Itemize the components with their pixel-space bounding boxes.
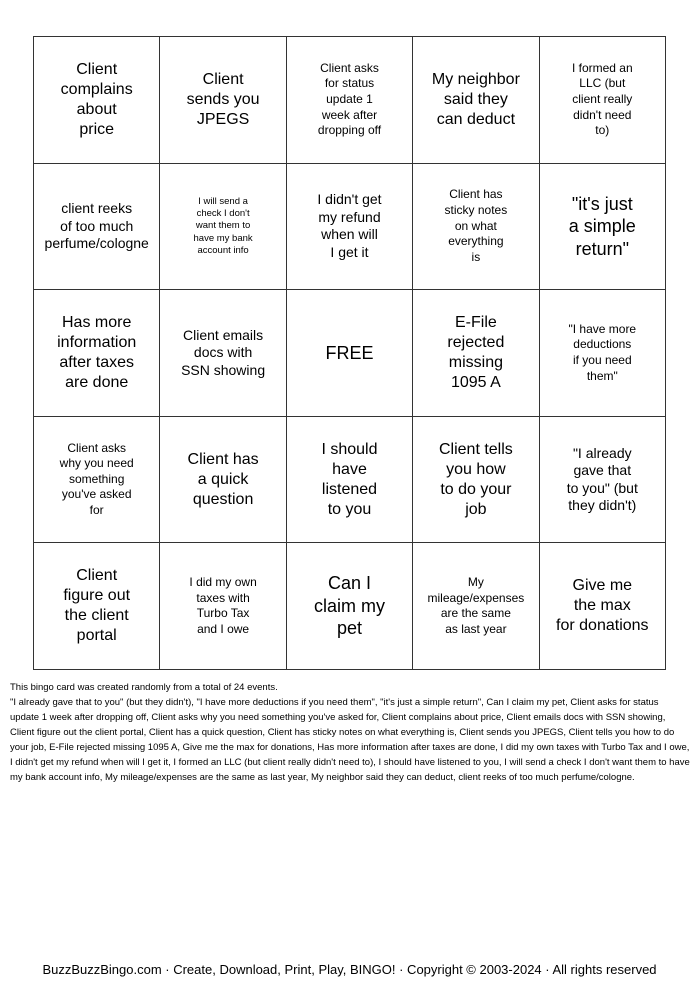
bingo-cell[interactable] <box>34 543 160 670</box>
bingo-cell[interactable] <box>160 37 286 164</box>
bingo-cell[interactable] <box>287 37 413 164</box>
bingo-cell[interactable] <box>540 164 666 291</box>
cell-text: Client emails docs with SSN showing <box>181 326 266 378</box>
cell-text: Client tells you how to do your job <box>438 440 513 518</box>
bingo-cell[interactable] <box>413 164 539 291</box>
cell-text: My neighbor said they can deduct <box>431 70 520 128</box>
cell-text: FREE <box>325 342 374 363</box>
bingo-cell[interactable] <box>160 290 286 417</box>
bingo-cell[interactable] <box>287 164 413 291</box>
cell-text: I didn't get my refund when will I get it <box>317 191 382 260</box>
bingo-cell[interactable] <box>160 543 286 670</box>
cell-text: Client complains about price <box>60 60 133 138</box>
cell-text: Client has sticky notes on what everything is <box>444 187 508 264</box>
cell-text: I formed an LLC (but client really didn't need to) <box>571 60 633 138</box>
bingo-cell[interactable] <box>413 543 539 670</box>
bingo-cell[interactable] <box>160 164 286 291</box>
cell-text: "I have more deductions if you need them" <box>568 321 637 383</box>
cell-text: I should have listened to you <box>321 440 378 518</box>
cell-text: Has more information after taxes are done <box>57 313 137 391</box>
cell-text: Can I claim my pet <box>313 573 385 639</box>
cell-text: Client sends you JPEGS <box>186 70 260 128</box>
cell-text: I will send a check I don't want them to have my bank account info <box>193 195 253 256</box>
bingo-cell[interactable] <box>413 290 539 417</box>
random-note: This bingo card was created randomly from a total of 24 events. <box>10 682 278 693</box>
bingo-cell[interactable] <box>413 417 539 544</box>
bingo-cell[interactable] <box>540 290 666 417</box>
event-list: "I already gave that to you" (but they didn't), "I have more deductions if you need them", "it's just a simple return", Can I claim my pet, Client asks for status update 1 week after dropping off, Client asks why you need something you've asked for, Client complains about price, Client emails docs with SSN showing, Client figure out the client portal, Client has a quick question, Client has sticky notes on what everything is, Client sends you JPEGS, Client tells you how to do your job, E-File rejected missing 1095 A, Give me the max for donations, Has more information after taxes are done, I did my own taxes with Turbo Tax and I owe, I didn't get my refund when will I get it, I formed an LLC (but client really didn't need to), I should have listened to you, I will send a check I don't want them to have my bank account info, My mileage/expenses are the same as last year, My neighbor said they can deduct, client reeks of too much perfume/cologne. <box>10 697 690 783</box>
cell-text: "I already gave that to you" (but they didn't) <box>566 444 638 514</box>
bingo-cell[interactable] <box>34 417 160 544</box>
card-footer <box>10 680 690 785</box>
cell-text: Client asks for status update 1 week after dropping off <box>317 60 382 138</box>
cell-text: "it's just a simple return" <box>568 193 636 259</box>
bingo-cell[interactable] <box>540 37 666 164</box>
cell-text: My mileage/expenses are the same as last year <box>427 575 525 636</box>
cell-text: Client asks why you need something you've asked for <box>59 440 134 517</box>
cell-text: client reeks of too much perfume/cologne <box>44 200 149 252</box>
bingo-card <box>33 36 666 670</box>
cell-text: Client has a quick question <box>187 450 259 508</box>
bingo-cell[interactable] <box>287 417 413 544</box>
bingo-cell[interactable] <box>540 417 666 544</box>
cell-text: I did my own taxes with Turbo Tax and I owe <box>189 575 257 636</box>
cell-text: Client figure out the client portal <box>63 567 131 645</box>
copyright-line: BuzzBuzzBingo.com · Create, Download, Print, Play, BINGO! · Copyright © 2003-2024 · All rights reserved <box>42 962 657 977</box>
bingo-cell[interactable] <box>287 543 413 670</box>
bingo-cell[interactable] <box>413 37 539 164</box>
free-space[interactable] <box>287 290 413 417</box>
cell-text: Give me the max for donations <box>556 577 649 635</box>
bingo-cell[interactable] <box>160 417 286 544</box>
bingo-cell[interactable] <box>34 290 160 417</box>
bingo-cell[interactable] <box>540 543 666 670</box>
bingo-cell[interactable] <box>34 37 160 164</box>
cell-text: E-File rejected missing 1095 A <box>447 313 505 391</box>
bingo-cell[interactable] <box>34 164 160 291</box>
